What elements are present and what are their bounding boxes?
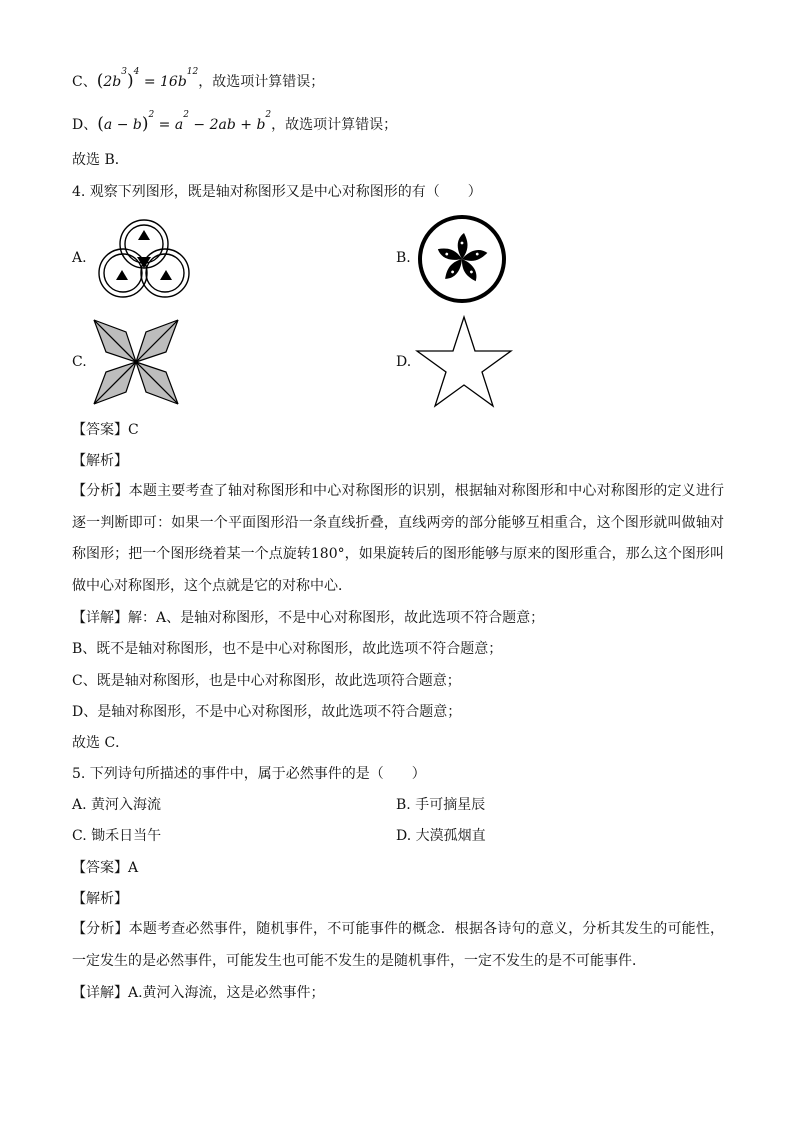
q5-option-b: B. 手可摘星辰 bbox=[396, 797, 486, 813]
option-d-label: D、 bbox=[72, 117, 98, 133]
formula-d: $(a - b)^2 = a^2 - 2ab + b^2$ bbox=[97, 110, 272, 134]
q5-option-d: D. 大漠孤烟直 bbox=[396, 828, 486, 844]
q4-option-a-label: A. bbox=[72, 250, 87, 266]
formula-c: $(2b^3)^4 = 16b^{12}$ bbox=[96, 67, 199, 91]
solution-line-d bbox=[72, 110, 398, 136]
q4-detail-c: C、既是轴对称图形，也是中心对称图形，故此选项符合题意； bbox=[72, 673, 461, 689]
four-rhombus-figure bbox=[90, 316, 182, 408]
q4-detail-a: 【详解】解：A、是轴对称图形，不是中心对称图形，故此选项不符合题意； bbox=[72, 610, 545, 626]
triquetra-figure bbox=[94, 213, 194, 303]
option-c-verdict: ，故选项计算错误； bbox=[198, 74, 325, 90]
q5-detail-a: 【详解】A.黄河入海流，这是必然事件； bbox=[72, 985, 325, 1001]
solution3-conclusion: 故选 B． bbox=[72, 152, 129, 168]
q5-option-a: A. 黄河入海流 bbox=[72, 797, 162, 813]
q4-option-c-label: C. bbox=[72, 354, 87, 370]
bauhinia-emblem-figure bbox=[416, 213, 508, 305]
five-point-star-figure bbox=[414, 314, 514, 410]
q4-option-d-label: D. bbox=[396, 354, 412, 370]
q5-option-c: C. 锄禾日当午 bbox=[72, 828, 162, 844]
q5-answer: 【答案】A bbox=[72, 860, 139, 876]
q4-option-b-label: B. bbox=[396, 250, 411, 266]
q5-analysis-heading: 【解析】 bbox=[72, 891, 128, 907]
q4-analysis-text: 【分析】本题主要考查了轴对称图形和中心对称图形的识别，根据轴对称图形和中心对称图形的定义进行逐一判断即可：如果一个平面图形沿一条直线折叠，直线两旁的部分能够互相重合，这个图形就叫做轴对称图形；把一个图形绕着某一个点旋转180°，如果旋转后的图形能够与原来的图形重合，那么这个图形叫做中心对称图形，这个点就是它的对称中心． bbox=[72, 483, 724, 594]
option-d-verdict: ，故选项计算错误； bbox=[271, 117, 398, 133]
question-4-text: 4. 观察下列图形，既是轴对称图形又是中心对称图形的有（ ） bbox=[72, 184, 482, 200]
solution-line-c bbox=[72, 67, 325, 93]
q4-conclusion: 故选 C． bbox=[72, 735, 130, 751]
q4-analysis-heading: 【解析】 bbox=[72, 453, 128, 469]
q4-answer: 【答案】C bbox=[72, 422, 139, 438]
q4-detail-d: D、是轴对称图形，不是中心对称图形，故此选项不符合题意； bbox=[72, 704, 462, 720]
q4-detail-b: B、既不是轴对称图形，也不是中心对称图形，故此选项不符合题意； bbox=[72, 641, 503, 657]
option-c-label: C、 bbox=[72, 74, 97, 90]
q5-analysis-text: 【分析】本题考查必然事件，随机事件，不可能事件的概念．根据各诗句的意义，分析其发生的可能性，一定发生的是必然事件，可能发生也可能不发生的是随机事件，一定不发生的是不可能事件． bbox=[72, 921, 724, 969]
question-5-text: 5. 下列诗句所描述的事件中，属于必然事件的是（ ） bbox=[72, 766, 426, 782]
